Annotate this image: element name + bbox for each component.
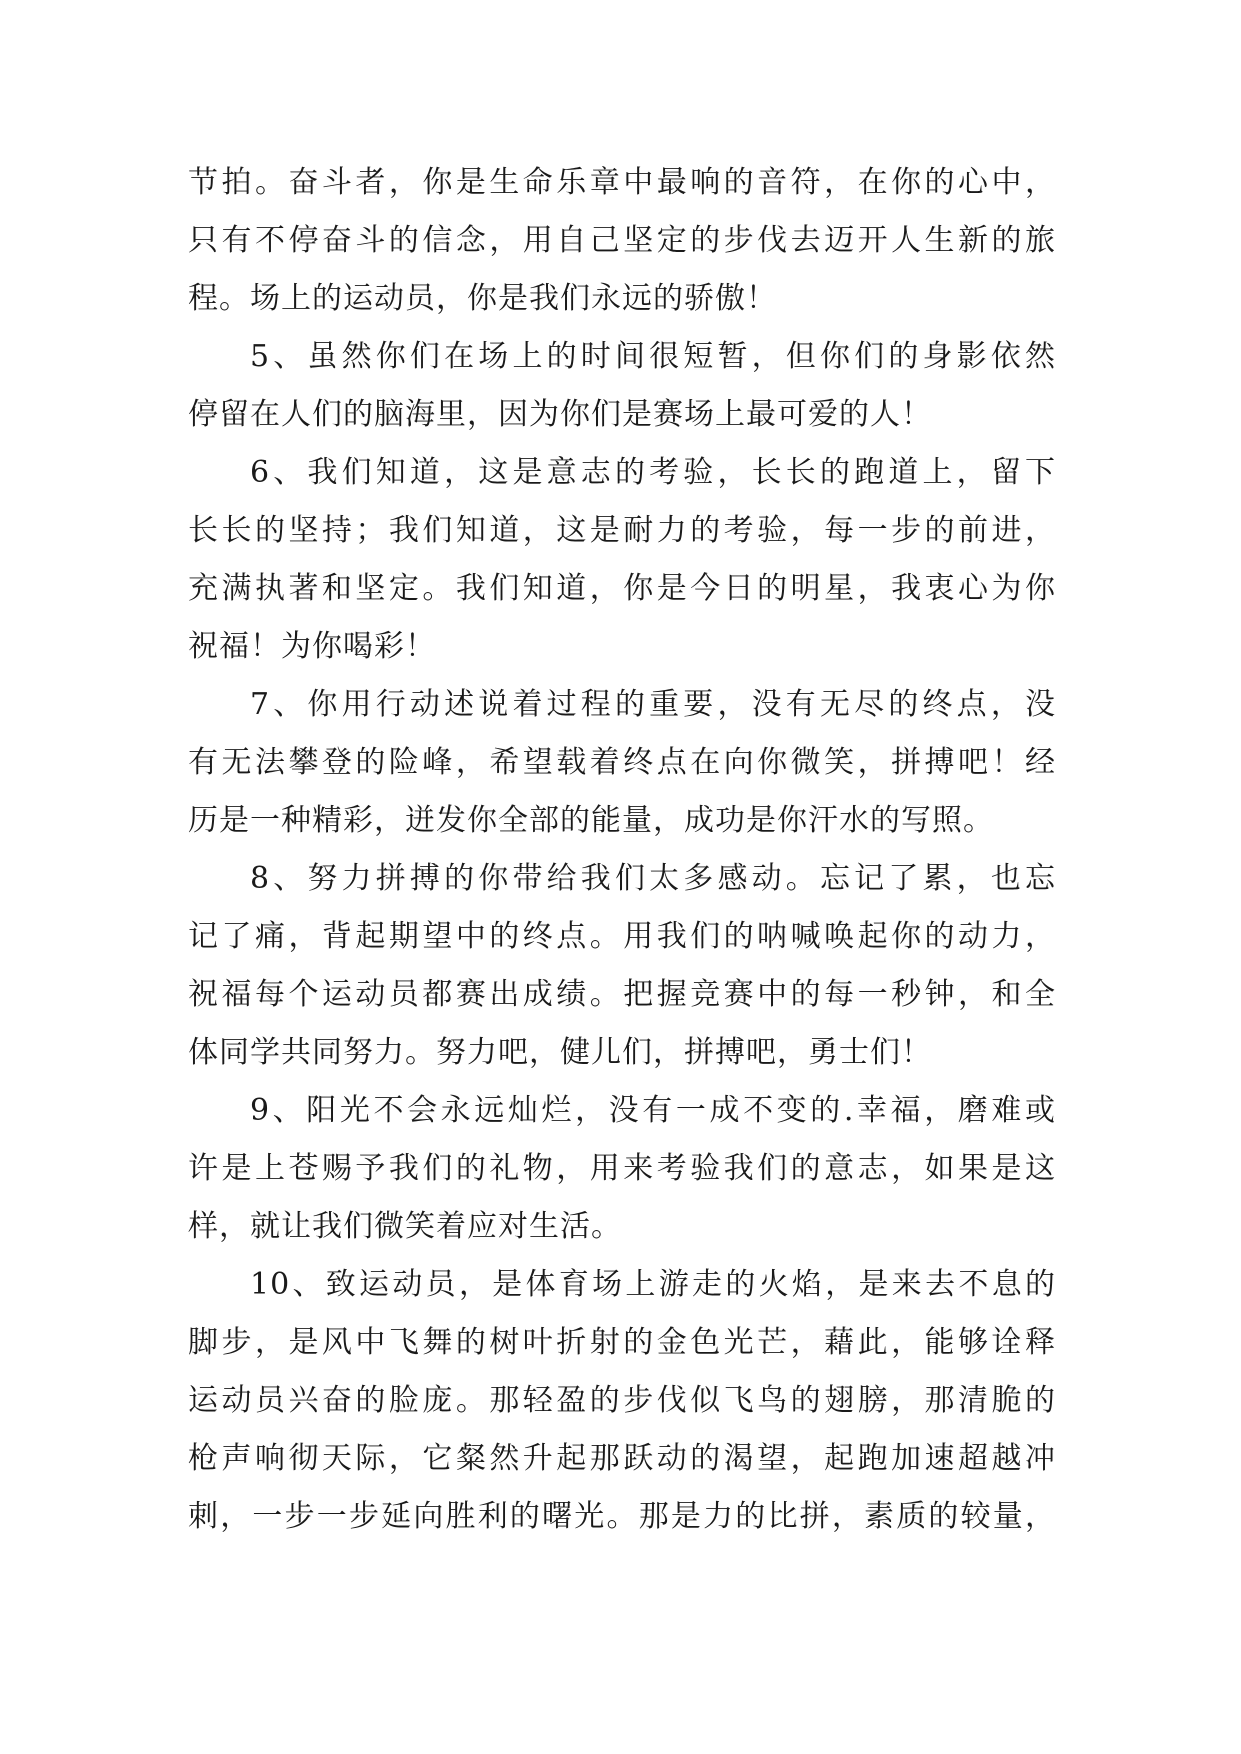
paragraph-9-first-line: 9、阳光不会永远灿烂，没有一成不变的.幸福，磨难或 <box>250 1093 1056 1128</box>
text-line: 许是上苍赐予我们的礼物，用来考验我们的意志，如果是这 <box>188 1151 1056 1186</box>
body-text <box>188 154 1056 1546</box>
text-line: 停留在人们的脑海里，因为你们是赛场上最可爱的人！ <box>188 397 932 432</box>
text-line: 刺，一步一步延向胜利的曙光。那是力的比拼，素质的较量， <box>188 1499 1056 1534</box>
text-line: 程。场上的运动员，你是我们永远的骄傲！ <box>188 281 777 316</box>
text-line: 历是一种精彩，迸发你全部的能量，成功是你汗水的写照。 <box>188 803 994 838</box>
paragraph-8-first-line: 8、努力拼搏的你带给我们太多感动。忘记了累，也忘 <box>250 861 1056 896</box>
paragraph-7-first-line: 7、你用行动述说着过程的重要，没有无尽的终点，没 <box>250 687 1056 722</box>
text-line: 节拍。奋斗者，你是生命乐章中最响的音符，在你的心中， <box>188 165 1056 200</box>
text-line: 长长的坚持；我们知道，这是耐力的考验，每一步的前进， <box>188 513 1056 548</box>
text-line: 枪声响彻天际，它粲然升起那跃动的渴望，起跑加速超越冲 <box>188 1441 1056 1476</box>
text-line: 样，就让我们微笑着应对生活。 <box>188 1209 622 1244</box>
paragraph-6-first-line: 6、我们知道，这是意志的考验，长长的跑道上，留下 <box>250 455 1056 490</box>
text-line: 记了痛，背起期望中的终点。用我们的呐喊唤起你的动力， <box>188 919 1056 954</box>
text-line: 脚步，是风中飞舞的树叶折射的金色光芒，藉此，能够诠释 <box>188 1325 1056 1360</box>
paragraph-10-first-line: 10、致运动员，是体育场上游走的火焰，是来去不息的 <box>250 1267 1056 1302</box>
text-line: 体同学共同努力。努力吧，健儿们，拼搏吧，勇士们！ <box>188 1035 932 1070</box>
text-line: 只有不停奋斗的信念，用自己坚定的步伐去迈开人生新的旅 <box>188 223 1056 258</box>
text-line: 充满执著和坚定。我们知道，你是今日的明星，我衷心为你 <box>188 571 1056 606</box>
text-line: 祝福每个运动员都赛出成绩。把握竞赛中的每一秒钟，和全 <box>188 977 1056 1012</box>
text-line: 祝福！为你喝彩！ <box>188 629 436 664</box>
paragraph-5-first-line: 5、虽然你们在场上的时间很短暂，但你们的身影依然 <box>250 339 1056 374</box>
text-line: 有无法攀登的险峰，希望载着终点在向你微笑，拼搏吧！经 <box>188 745 1056 780</box>
text-line: 运动员兴奋的脸庞。那轻盈的步伐似飞鸟的翅膀，那清脆的 <box>188 1383 1056 1418</box>
